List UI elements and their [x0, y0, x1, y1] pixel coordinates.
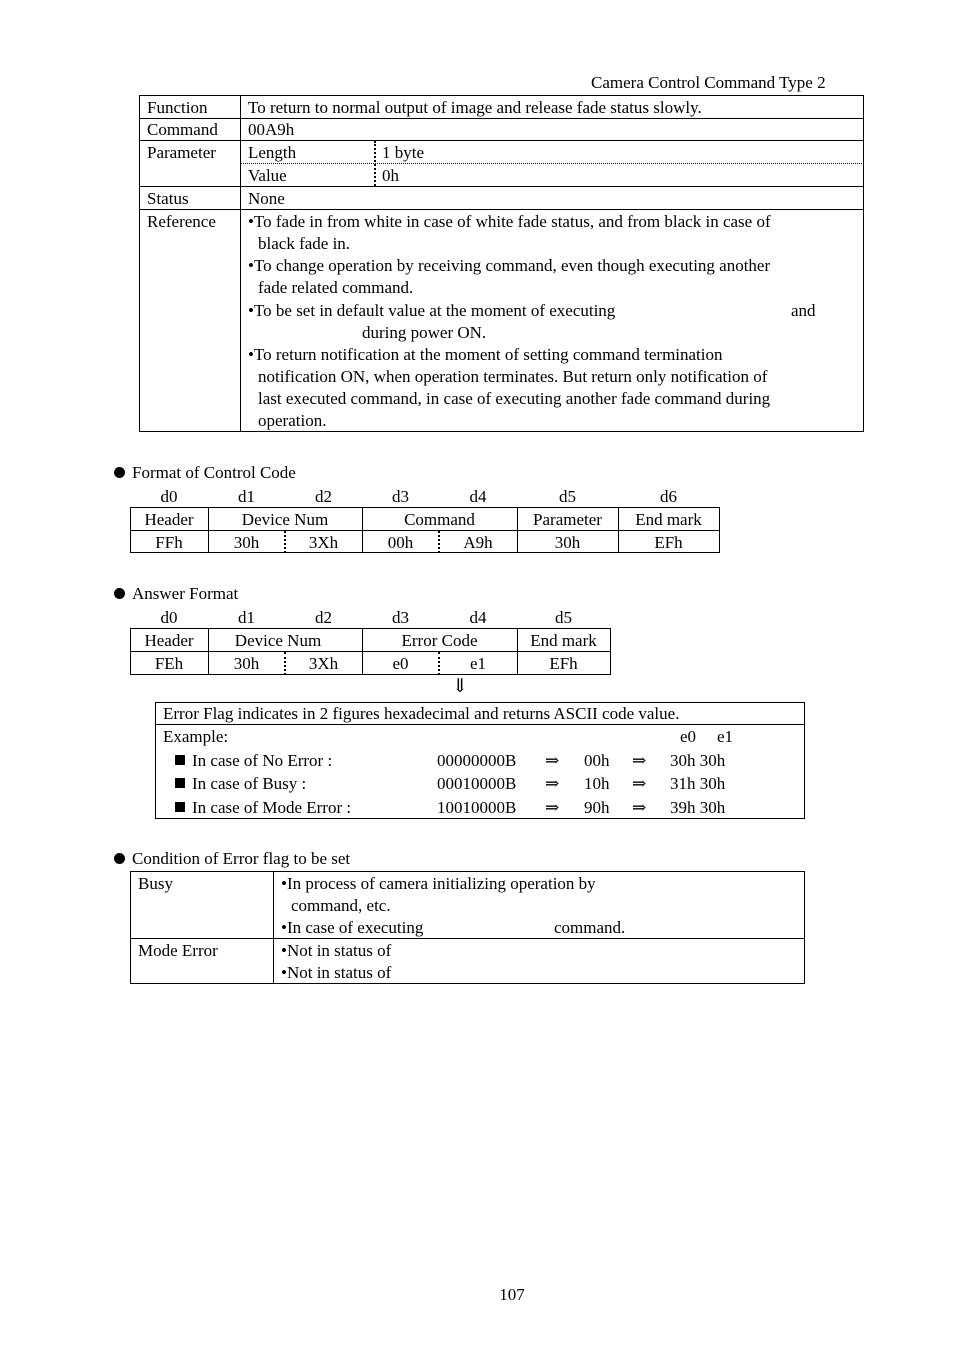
error-ascii: 31h 30h	[670, 774, 726, 793]
index-label: d0	[160, 487, 178, 506]
index-label: d3	[392, 608, 409, 627]
status-label: Status	[147, 189, 189, 208]
e0-column-label: e0	[680, 727, 697, 746]
header-cell: Parameter	[533, 510, 602, 529]
header-cell: Header	[144, 631, 194, 650]
value-label: Value	[248, 166, 287, 185]
right-arrow-icon: ⇒	[632, 774, 647, 793]
index-label: d4	[469, 608, 487, 627]
value-cell: 30h	[233, 533, 260, 552]
mode-error-condition-line: •Not in status of	[281, 941, 392, 960]
length-value: 1 byte	[382, 143, 425, 162]
reference-line: and	[791, 301, 816, 320]
status-value: None	[248, 189, 285, 208]
square-bullet-icon	[175, 802, 185, 812]
control-code-heading: Format of Control Code	[114, 464, 296, 481]
function-value: To return to normal output of image and release fade status slowly.	[248, 98, 702, 117]
value-cell: 00h	[387, 533, 414, 552]
square-bullet-icon	[175, 755, 185, 765]
mode-error-condition-line: •Not in status of	[281, 963, 392, 982]
index-label: d1	[238, 608, 255, 627]
reference-line: during power ON.	[362, 323, 487, 342]
right-arrow-icon: ⇒	[632, 798, 647, 817]
index-label: d0	[160, 608, 178, 627]
error-binary: 00000000B	[437, 751, 517, 770]
value-cell: 30h	[233, 654, 260, 673]
right-arrow-icon: ⇒	[545, 774, 560, 793]
header-cell: Command	[404, 510, 475, 529]
value-cell: e1	[469, 654, 487, 673]
error-hex: 10h	[584, 774, 610, 793]
value-cell: 30h	[554, 533, 581, 552]
error-hex: 90h	[584, 798, 610, 817]
running-title: Camera Control Command Type 2	[591, 73, 826, 92]
value-value: 0h	[382, 166, 399, 185]
index-label: d2	[315, 487, 332, 506]
header-cell: Device Num	[234, 631, 322, 650]
reference-line: •To change operation by receiving command, even though executing another	[248, 256, 771, 275]
reference-line: notification ON, when operation terminates. But return only notification of	[258, 367, 768, 386]
value-cell: EFh	[549, 654, 578, 673]
busy-condition-line: •In process of camera initializing operation by	[281, 874, 596, 893]
header-cell: End mark	[635, 510, 702, 529]
reference-line: last executed command, in case of executing another fade command during	[258, 389, 771, 408]
value-cell: A9h	[463, 533, 493, 552]
value-cell: e0	[392, 654, 409, 673]
reference-line: black fade in.	[258, 234, 351, 253]
mode-error-label: Mode Error	[138, 941, 218, 960]
bullet-icon	[114, 588, 125, 599]
busy-condition-line: command, etc.	[291, 896, 391, 915]
reference-line: fade related command.	[258, 278, 414, 297]
example-label: Example:	[163, 727, 229, 746]
down-arrow-icon: ⇓	[452, 676, 468, 697]
condition-heading: Condition of Error flag to be set	[114, 850, 350, 867]
index-label: d1	[238, 487, 255, 506]
busy-condition-line: •In case of executing	[281, 918, 424, 937]
busy-condition-line: command.	[554, 918, 626, 937]
index-label: d5	[555, 608, 572, 627]
page-number: 107	[499, 1285, 525, 1304]
error-hex: 00h	[584, 751, 610, 770]
index-label: d5	[559, 487, 576, 506]
error-case-label: In case of No Error :	[175, 752, 332, 769]
bullet-icon	[114, 467, 125, 478]
value-cell: EFh	[654, 533, 683, 552]
length-label: Length	[248, 143, 297, 162]
error-binary: 00010000B	[437, 774, 517, 793]
command-value: 00A9h	[248, 120, 295, 139]
reference-line: •To return notification at the moment of setting command termination	[248, 345, 723, 364]
error-ascii: 39h 30h	[670, 798, 726, 817]
square-bullet-icon	[175, 778, 185, 788]
answer-format-heading: Answer Format	[114, 585, 238, 602]
error-ascii: 30h 30h	[670, 751, 726, 770]
right-arrow-icon: ⇒	[632, 751, 647, 770]
index-label: d2	[315, 608, 332, 627]
value-cell: FEh	[154, 654, 184, 673]
reference-line: •To be set in default value at the moment of executing	[248, 301, 616, 320]
busy-label: Busy	[138, 874, 173, 893]
command-label: Command	[147, 120, 218, 139]
error-flag-title: Error Flag indicates in 2 figures hexadecimal and returns ASCII code value.	[163, 704, 680, 723]
index-label: d4	[469, 487, 487, 506]
right-arrow-icon: ⇒	[545, 798, 560, 817]
header-cell: End mark	[530, 631, 597, 650]
error-case-label: In case of Busy :	[175, 775, 306, 792]
bullet-icon	[114, 853, 125, 864]
index-label: d3	[392, 487, 409, 506]
reference-label: Reference	[147, 212, 216, 231]
e1-column-label: e1	[717, 727, 734, 746]
function-label: Function	[147, 98, 208, 117]
header-cell: Error Code	[401, 631, 478, 650]
index-label: d6	[660, 487, 677, 506]
header-cell: Device Num	[241, 510, 329, 529]
parameter-label: Parameter	[147, 143, 216, 162]
reference-line: •To fade in from white in case of white fade status, and from black in case of	[248, 212, 771, 231]
header-cell: Header	[144, 510, 194, 529]
value-cell: FFh	[155, 533, 183, 552]
error-binary: 10010000B	[437, 798, 517, 817]
value-cell: 3Xh	[308, 533, 339, 552]
value-cell: 3Xh	[308, 654, 339, 673]
right-arrow-icon: ⇒	[545, 751, 560, 770]
reference-line: operation.	[258, 411, 327, 430]
error-case-label: In case of Mode Error :	[175, 799, 351, 816]
